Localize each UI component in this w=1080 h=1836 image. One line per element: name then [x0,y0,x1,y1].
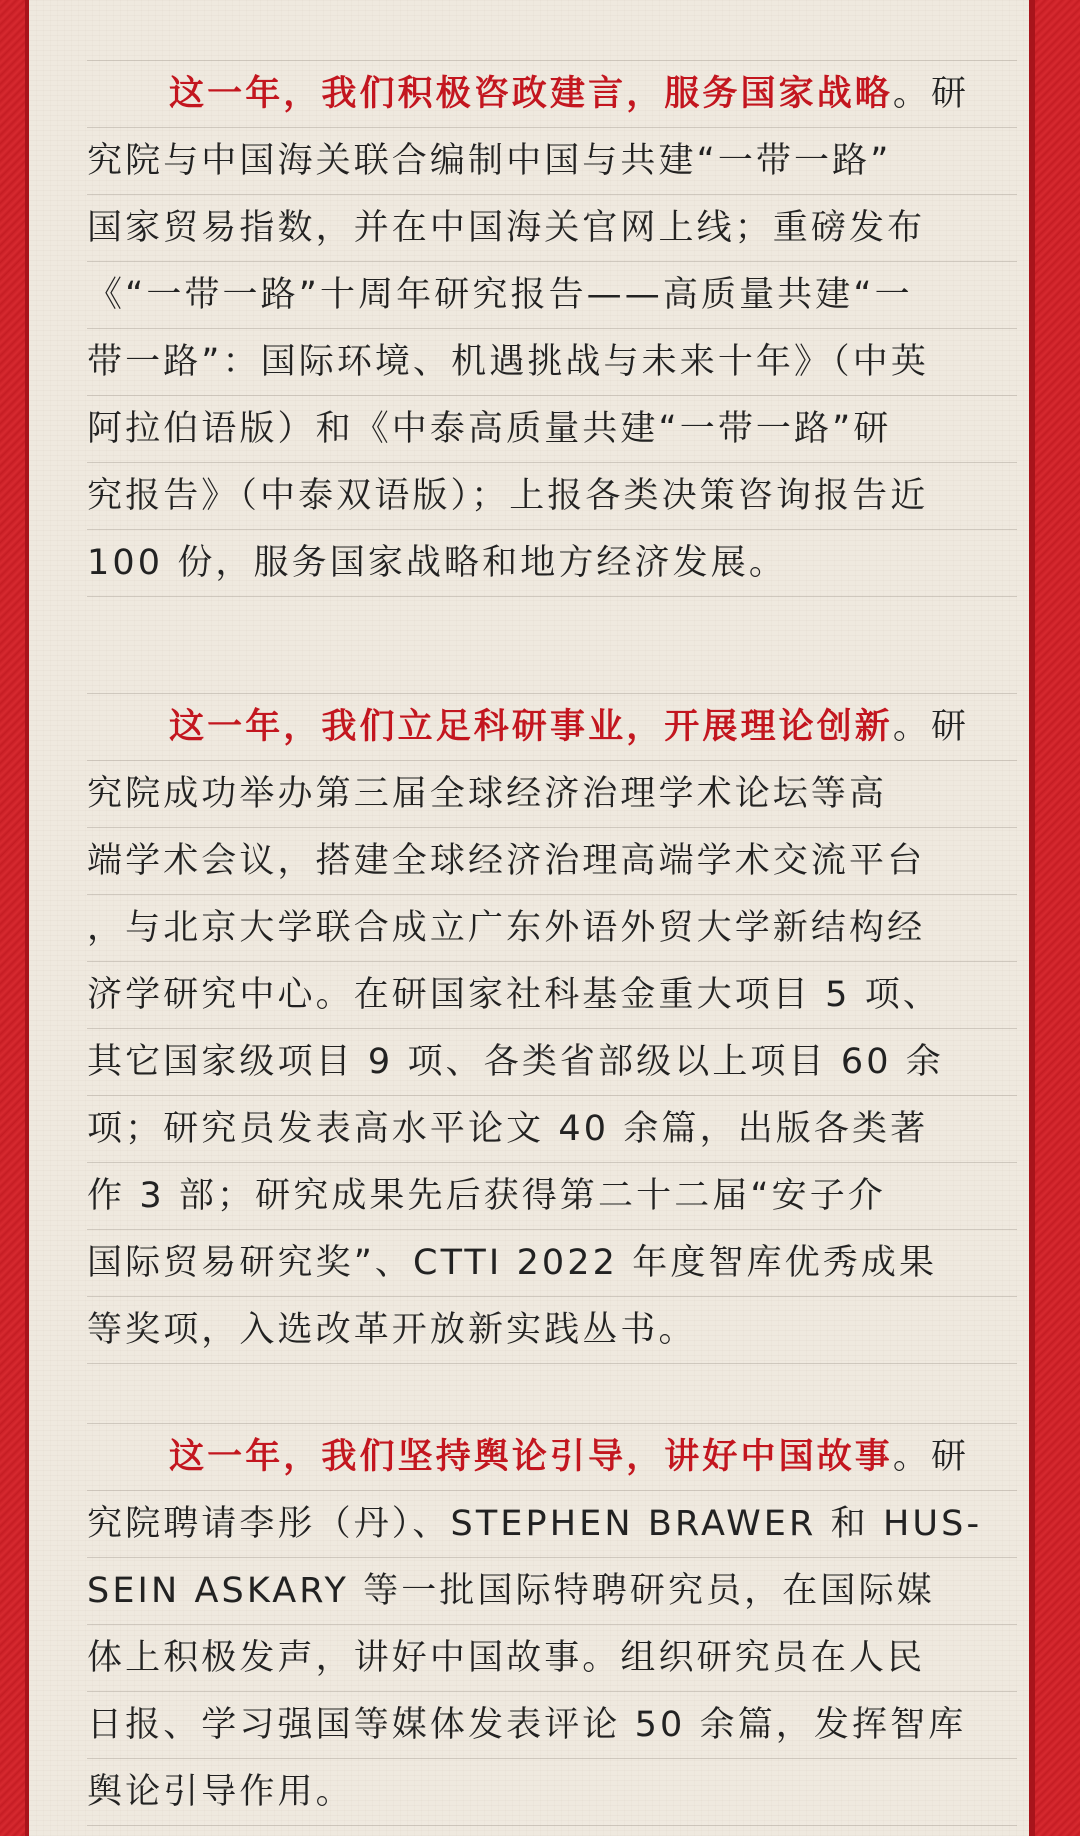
paragraph-line: 等奖项，入选改革开放新实践丛书。 [87,1297,1017,1364]
paragraph-line: 舆论引导作用。 [87,1759,1017,1826]
section-public-opinion [87,1423,1017,1826]
section-research [87,693,1017,1364]
paragraph-line: 究院成功举办第三届全球经济治理学术论坛等高 [87,761,1017,828]
paragraph-line: 作 3 部；研究成果先后获得第二十二届“安子介 [87,1163,1017,1230]
section-policy-advice [87,60,1017,597]
paragraph-line: 阿拉伯语版）和《中泰高质量共建“一带一路”研 [87,396,1017,463]
section-heading: 这一年，我们积极咨政建言，服务国家战略 [169,74,893,114]
left-red-border [0,0,29,1836]
paragraph-line: 这一年，我们坚持舆论引导，讲好中国故事。研 [87,1424,1017,1491]
paragraph-line: 国际贸易研究奖”、CTTI 2022 年度智库优秀成果 [87,1230,1017,1297]
paragraph-line: 究院聘请李彤（丹）、STEPHEN BRAWER 和 HUS- [87,1491,1017,1558]
paragraph-line: 带一路”：国际环境、机遇挑战与未来十年》（中英 [87,329,1017,396]
paragraph-line: 端学术会议，搭建全球经济治理高端学术交流平台 [87,828,1017,895]
paragraph-line: 究院与中国海关联合编制中国与共建“一带一路” [87,128,1017,195]
paragraph-line: 究报告》（中泰双语版）；上报各类决策咨询报告近 [87,463,1017,530]
paragraph-line: SEIN ASKARY 等一批国际特聘研究员，在国际媒 [87,1558,1017,1625]
paragraph-line: 其它国家级项目 9 项、各类省部级以上项目 60 余 [87,1029,1017,1096]
paragraph-line: 100 份，服务国家战略和地方经济发展。 [87,530,1017,597]
right-red-border [1029,0,1080,1836]
paragraph-line: ，与北京大学联合成立广东外语外贸大学新结构经 [87,895,1017,962]
paragraph-line: 国家贸易指数，并在中国海关官网上线；重磅发布 [87,195,1017,262]
paragraph-line: 这一年，我们积极咨政建言，服务国家战略。研 [87,61,1017,128]
paragraph-line: 《“一带一路”十周年研究报告——高质量共建“一 [87,262,1017,329]
paragraph-line: 这一年，我们立足科研事业，开展理论创新。研 [87,694,1017,761]
paragraph-line: 济学研究中心。在研国家社科基金重大项目 5 项、 [87,962,1017,1029]
paragraph-line: 日报、学习强国等媒体发表评论 50 余篇，发挥智库 [87,1692,1017,1759]
paragraph-line: 项；研究员发表高水平论文 40 余篇，出版各类著 [87,1096,1017,1163]
paragraph-line: 体上积极发声，讲好中国故事。组织研究员在人民 [87,1625,1017,1692]
paper-background [29,0,1029,1836]
section-heading: 这一年，我们坚持舆论引导，讲好中国故事 [169,1437,893,1477]
section-heading: 这一年，我们立足科研事业，开展理论创新 [169,707,893,747]
